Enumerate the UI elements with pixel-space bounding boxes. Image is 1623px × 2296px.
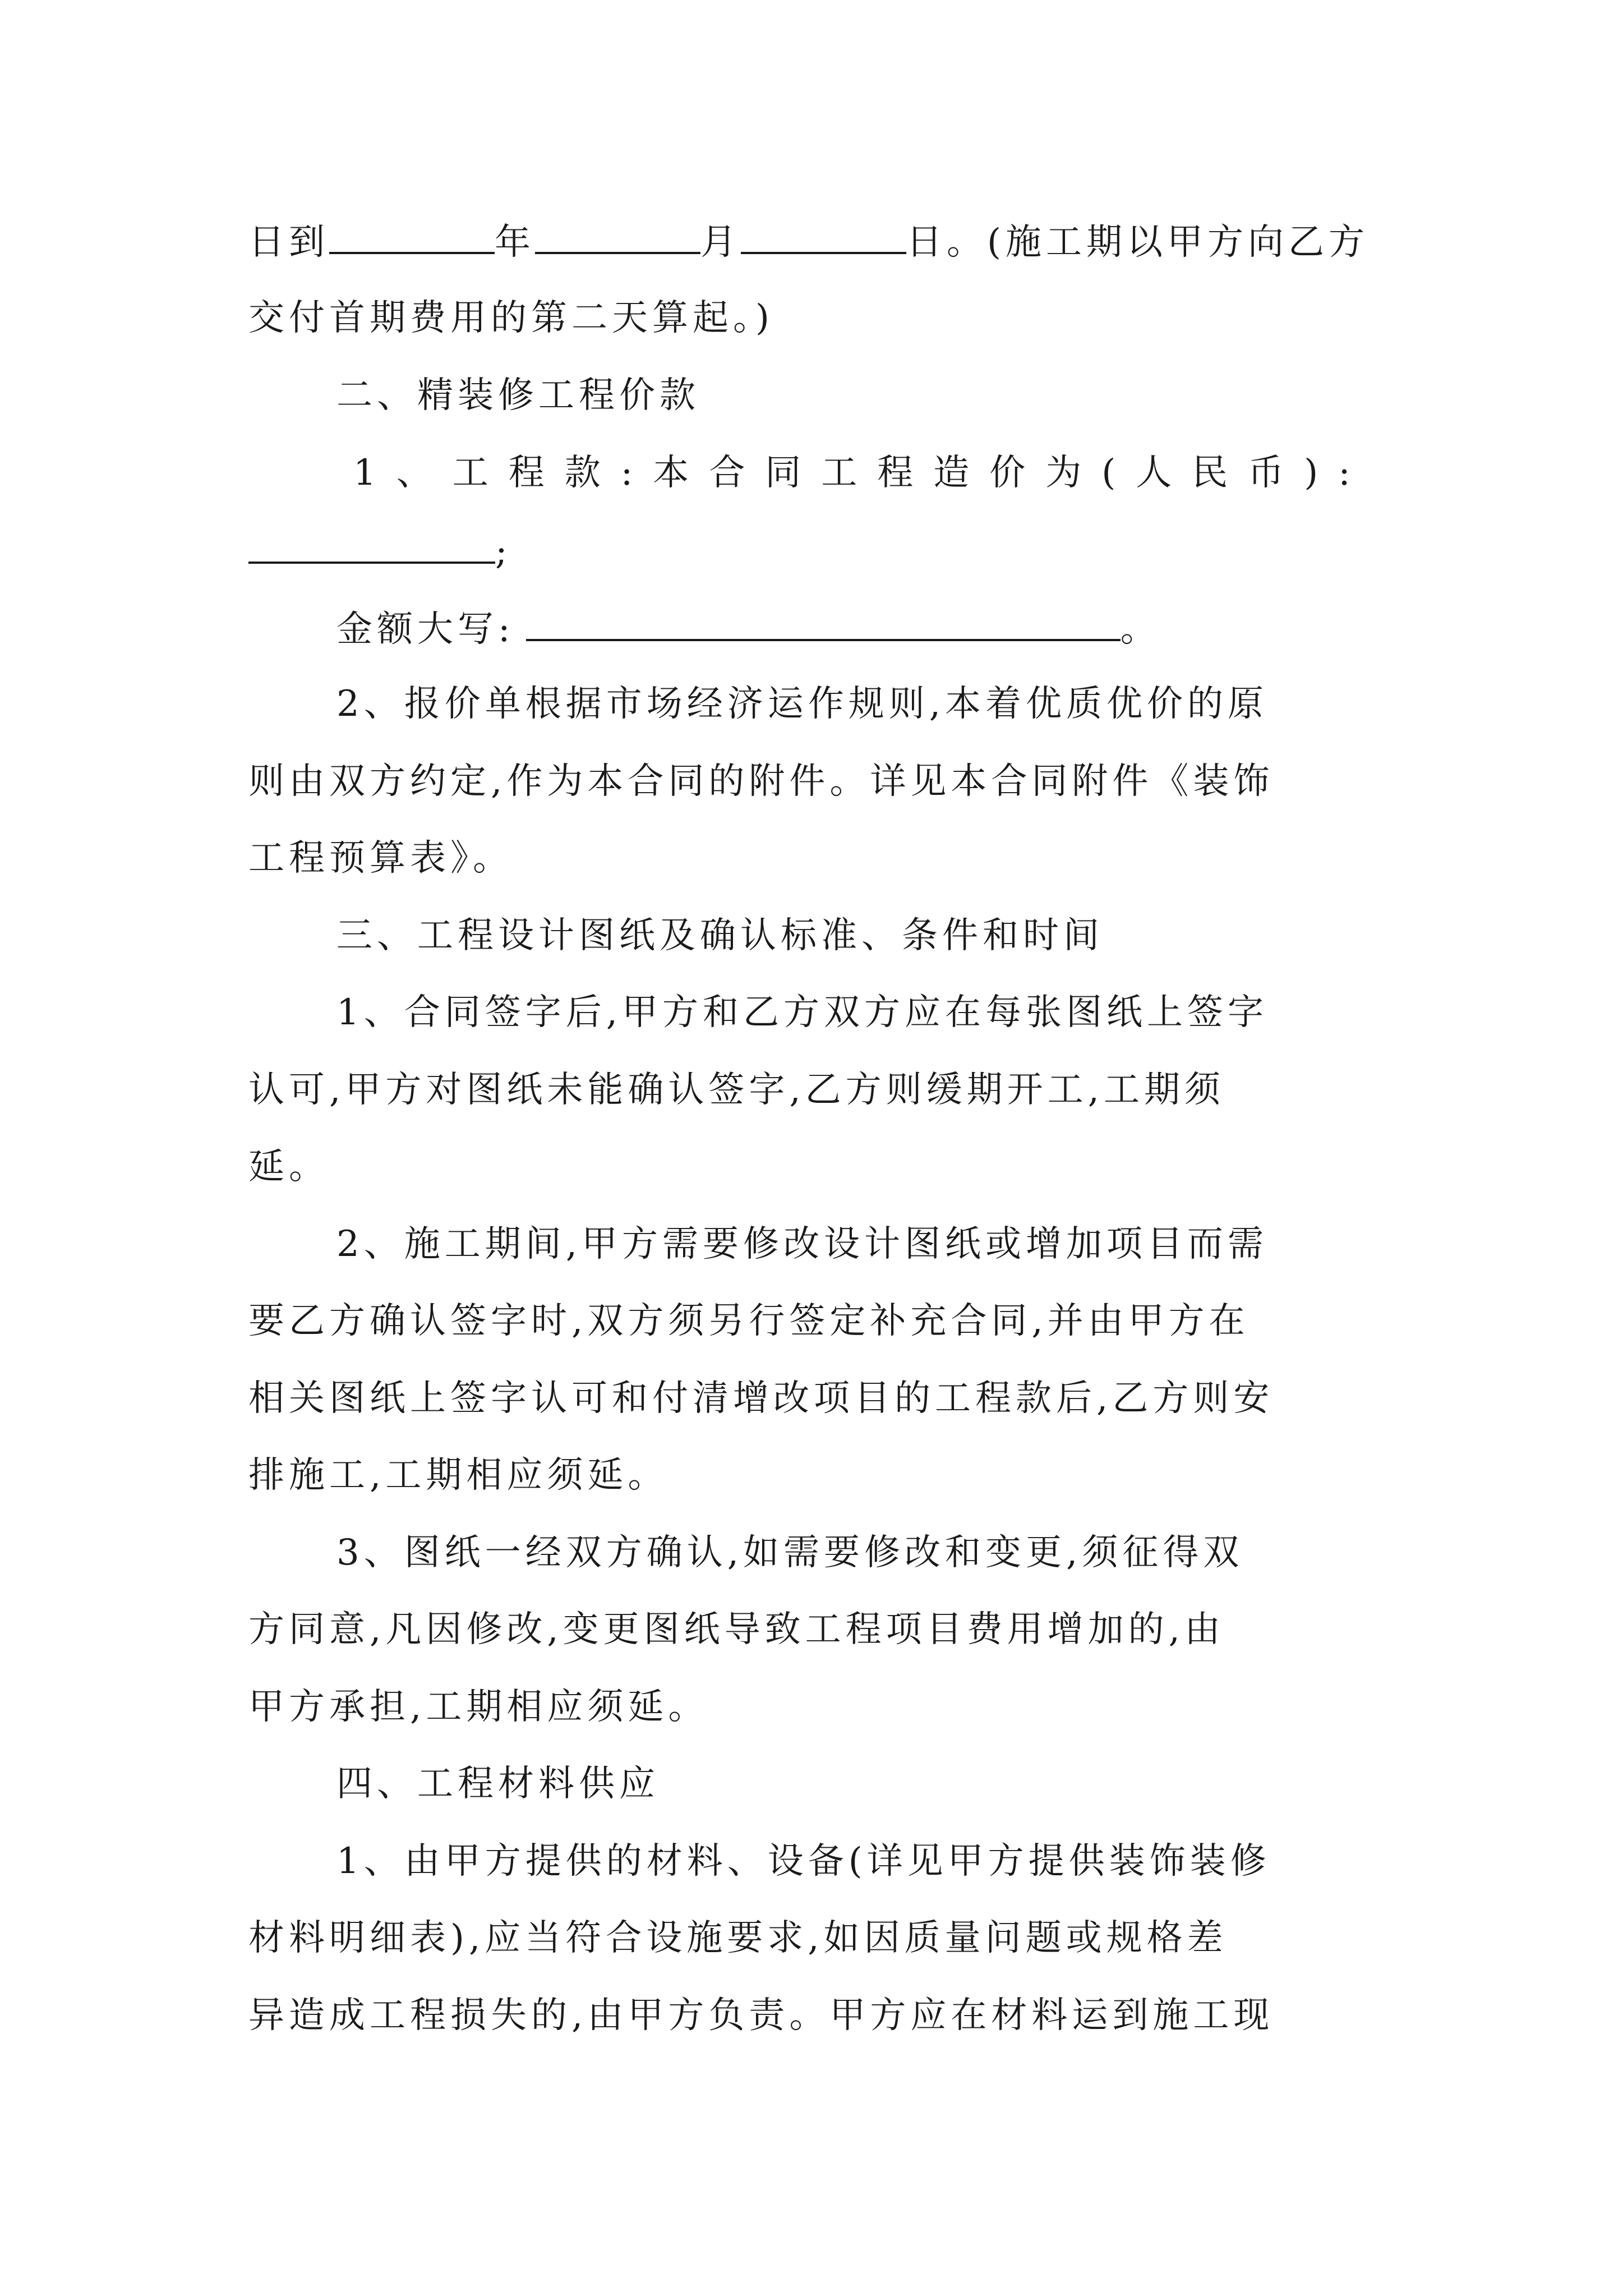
paragraph-line: 1、合同签字后,甲方和乙方双方应在每张图纸上签字: [336, 992, 1269, 1033]
paragraph-line: 排施工,工期相应须延。: [248, 1455, 668, 1496]
paragraph-line: 认可,甲方对图纸未能确认签字,乙方则缓期开工,工期须: [248, 1069, 1225, 1111]
paragraph-line: 相关图纸上签字认可和付清增改项目的工程款后,乙方则安: [248, 1378, 1274, 1419]
paragraph-line: 异造成工程损失的,由甲方负责。甲方应在材料运到施工现: [248, 1995, 1274, 2036]
text: 日。(施工期以甲方向乙方: [906, 222, 1369, 263]
paragraph-line: 则由双方约定,作为本合同的附件。详见本合同附件《装饰: [248, 761, 1274, 802]
text: 年: [495, 222, 535, 263]
section-heading: 二、精装修工程价款: [336, 375, 700, 416]
paragraph-line: 交付首期费用的第二天算起。): [248, 297, 774, 339]
section-heading: 四、工程材料供应: [336, 1763, 660, 1805]
paragraph-line: 2、报价单根据市场经济运作规则,本着优质优价的原: [336, 683, 1269, 725]
paragraph-line: 材料明细表),应当符合设施要求,如因质量问题或规格差: [248, 1917, 1228, 1959]
section-heading: 三、工程设计图纸及确认标准、条件和时间: [336, 915, 1104, 956]
blank-field: [535, 215, 700, 254]
text: ;: [495, 531, 512, 573]
text: 。: [1120, 609, 1161, 650]
paragraph-line: [248, 215, 1369, 268]
blank-field: [741, 215, 906, 254]
paragraph-line: [336, 602, 1161, 655]
paragraph-line: 甲方承担,工期相应须延。: [248, 1686, 709, 1728]
paragraph-line: 延。: [248, 1146, 329, 1188]
blank-field: [248, 524, 495, 564]
paragraph-line: 1、工程款:本合同工程造价为(人民币):: [353, 452, 1371, 494]
paragraph-line: 1、由甲方提供的材料、设备(详见甲方提供装饰装修: [336, 1841, 1271, 1882]
paragraph-line: 方同意,凡因修改,变更图纸导致工程项目费用增加的,由: [248, 1609, 1225, 1650]
paragraph-line: 工程预算表》。: [248, 838, 513, 879]
text: 金额大写:: [336, 609, 515, 650]
blank-field: [329, 215, 495, 254]
text: 日到: [248, 222, 329, 263]
text: 月: [700, 222, 741, 263]
paragraph-line: [248, 524, 512, 577]
paragraph-line: 2、施工期间,甲方需要修改设计图纸或增加项目而需: [336, 1223, 1269, 1265]
paragraph-line: 要乙方确认签字时,双方须另行签定补充合同,并由甲方在: [248, 1300, 1249, 1342]
paragraph-line: 3、图纸一经双方确认,如需要修改和变更,须征得双: [336, 1532, 1244, 1573]
blank-field: [526, 602, 1121, 641]
